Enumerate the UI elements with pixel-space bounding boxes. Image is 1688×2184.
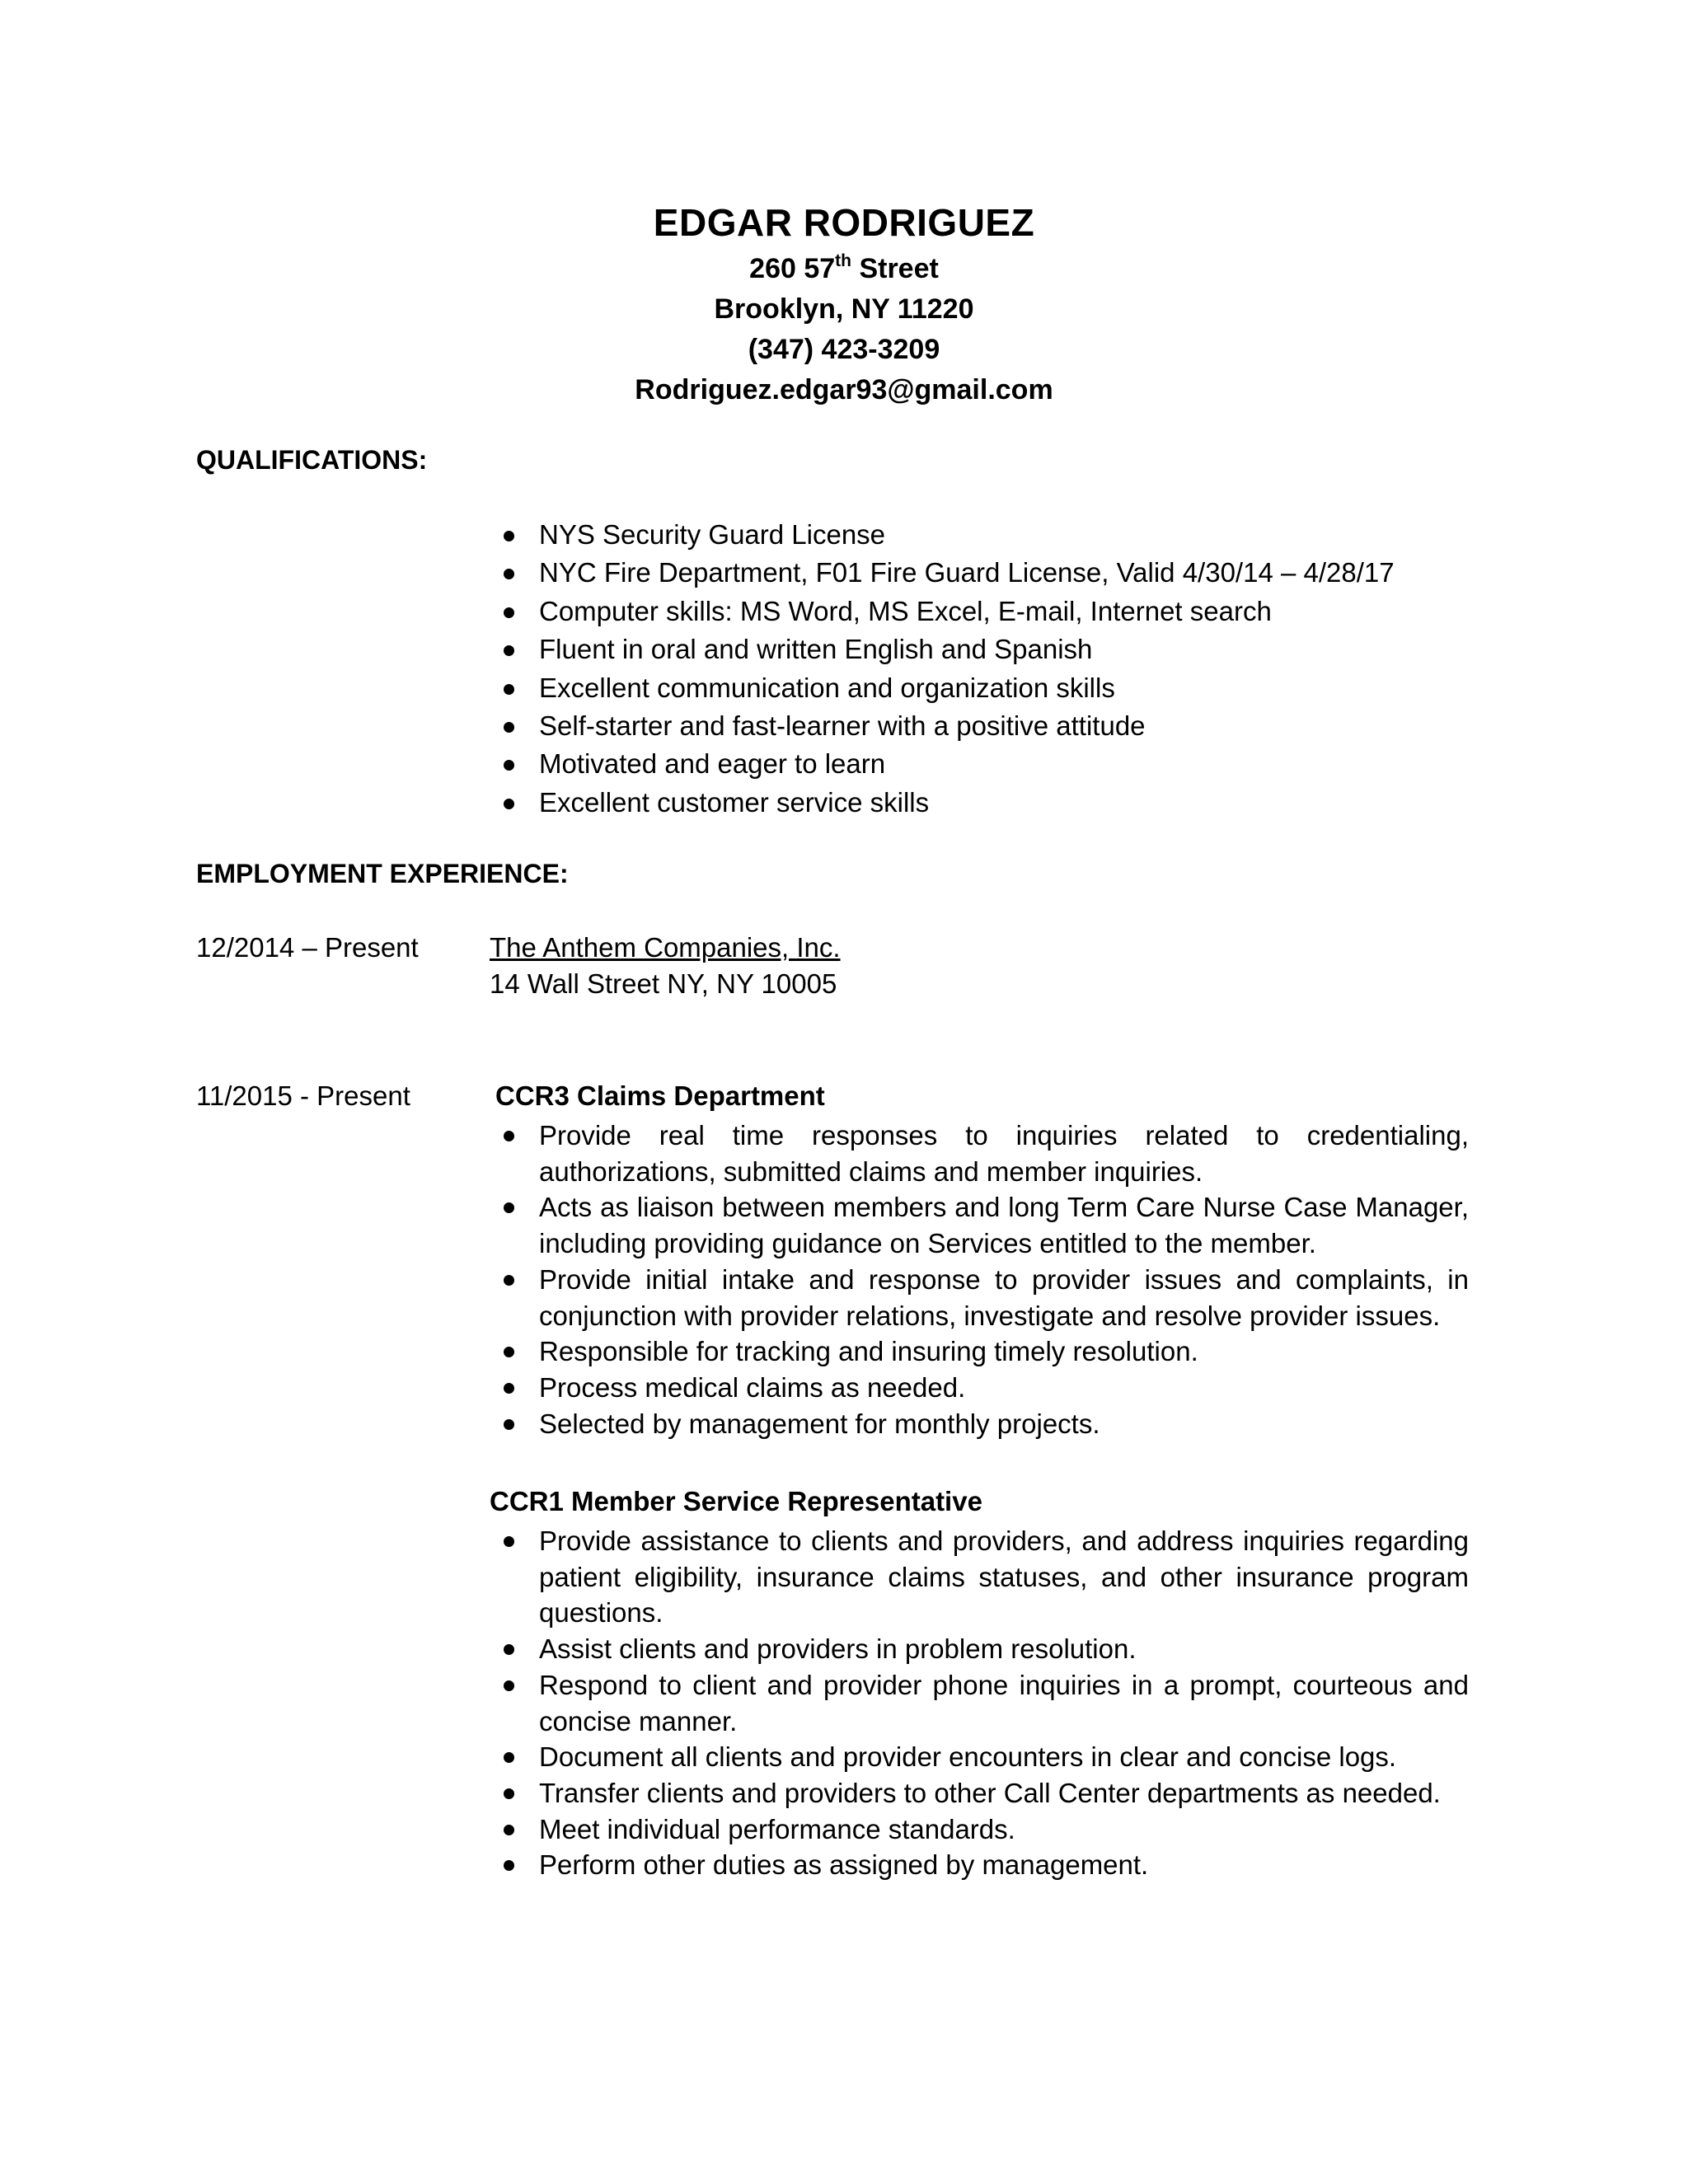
bullet-icon [504, 531, 514, 541]
list-item: Process medical claims as needed. [490, 1370, 1469, 1406]
job-dates: 12/2014 – Present [196, 932, 419, 963]
list-item: Meet individual performance standards. [490, 1811, 1469, 1848]
bullet-icon [504, 722, 514, 733]
street-ordinal: th [835, 251, 851, 270]
employer-block [490, 930, 841, 1002]
role-title: CCR3 Claims Department [495, 1080, 825, 1111]
bullet-icon [504, 760, 514, 771]
bullet-icon [504, 1131, 514, 1141]
bullet-icon [504, 1860, 514, 1871]
list-item: NYS Security Guard License [490, 516, 1395, 554]
bullet-icon [504, 1644, 514, 1655]
employment-heading: EMPLOYMENT EXPERIENCE: [196, 859, 569, 888]
list-item: Respond to client and provider phone inquiries in a prompt, courteous and concise manner. [490, 1667, 1469, 1739]
list-item: Excellent customer service skills [490, 784, 1395, 822]
bullet-icon [504, 1680, 514, 1691]
qualifications-heading: QUALIFICATIONS: [196, 445, 428, 475]
list-item: Document all clients and provider encounters in clear and concise logs. [490, 1739, 1469, 1775]
list-item: NYC Fire Department, F01 Fire Guard License, Valid 4/30/14 – 4/28/17 [490, 554, 1395, 592]
employer-address: 14 Wall Street NY, NY 10005 [490, 968, 837, 999]
bullet-icon [504, 1825, 514, 1835]
email-address[interactable]: Rodriguez.edgar93@gmail.com [635, 374, 1053, 405]
city-state-zip: Brooklyn, NY 11220 [714, 293, 974, 325]
bullet-icon [504, 607, 514, 618]
bullet-icon [504, 1202, 514, 1213]
list-item: Acts as liaison between members and long Term Care Nurse Case Manager, including providing guidance on Services entitled to the member. [490, 1189, 1469, 1261]
bullet-icon [504, 1788, 514, 1799]
list-item: Assist clients and providers in problem resolution. [490, 1631, 1469, 1667]
role-duties-list [490, 1523, 1469, 1883]
qualifications-list [490, 516, 1395, 822]
role-duties-list [490, 1118, 1469, 1441]
bullet-icon [504, 569, 514, 579]
bullet-icon [504, 1419, 514, 1430]
role-title: CCR1 Member Service Representative [490, 1486, 982, 1516]
role-dates: 11/2015 - Present [196, 1080, 410, 1111]
list-item: Provide real time responses to inquiries related to credentialing, authorizations, submitted claims and member inquiries. [490, 1118, 1469, 1189]
list-item: Computer skills: MS Word, MS Excel, E-mail, Internet search [490, 593, 1395, 630]
employer-name: The Anthem Companies, Inc. [490, 932, 841, 963]
contact-header [0, 196, 1688, 410]
bullet-icon [504, 1275, 514, 1286]
bullet-icon [504, 645, 514, 656]
bullet-icon [504, 1347, 514, 1357]
list-item: Provide assistance to clients and providers, and address inquiries regarding patient eligibility, insurance claims statuses, and other insurance program questions. [490, 1523, 1469, 1631]
street-name: Street [851, 253, 939, 284]
bullet-icon [504, 1536, 514, 1547]
bullet-icon [504, 684, 514, 695]
list-item: Motivated and eager to learn [490, 745, 1395, 783]
street-address [0, 249, 1688, 289]
list-item: Selected by management for monthly projects. [490, 1406, 1469, 1442]
applicant-name: EDGAR RODRIGUEZ [653, 201, 1035, 244]
list-item: Excellent communication and organization skills [490, 669, 1395, 707]
list-item: Transfer clients and providers to other Call Center departments as needed. [490, 1775, 1469, 1811]
list-item: Fluent in oral and written English and Spanish [490, 630, 1395, 668]
list-item: Responsible for tracking and insuring timely resolution. [490, 1333, 1469, 1370]
bullet-icon [504, 799, 514, 809]
bullet-icon [504, 1383, 514, 1394]
bullet-icon [504, 1752, 514, 1763]
list-item: Provide initial intake and response to provider issues and complaints, in conjunction with provider relations, investigate and resolve provider issues. [490, 1262, 1469, 1333]
street-number: 260 57 [749, 253, 836, 284]
phone-number: (347) 423-3209 [748, 334, 940, 365]
list-item: Self-starter and fast-learner with a positive attitude [490, 707, 1395, 745]
list-item: Perform other duties as assigned by management. [490, 1847, 1469, 1883]
